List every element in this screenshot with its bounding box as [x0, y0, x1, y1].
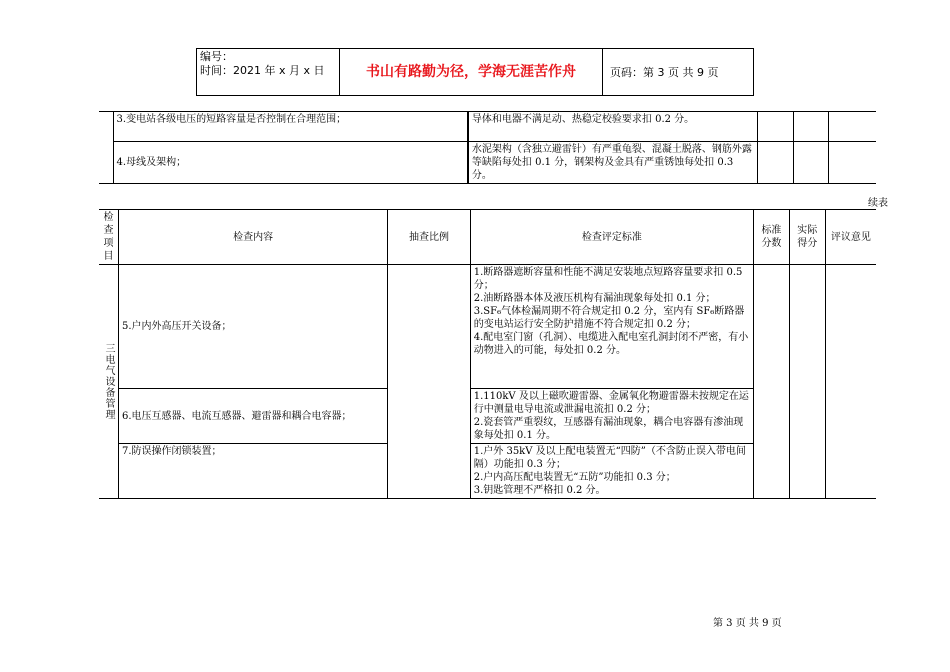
- criteria-line: 3.钥匙管理不严格扣 0.2 分。: [473, 485, 606, 496]
- time-label: 时间：2021 年 x 月 x 日: [200, 64, 325, 77]
- page-code: 页码：第 3 页 共 9 页: [610, 66, 719, 79]
- content-cell: 4.母线及架构；: [113, 142, 467, 184]
- content-cell: 7.防误操作闭锁装置；: [119, 444, 388, 499]
- criteria-cell: [470, 389, 753, 444]
- header-ratio: 抽查比例: [388, 210, 471, 265]
- header-divider: [602, 48, 603, 96]
- criteria-line: 2.户内高压配电装置无“五防”功能扣 0.3 分；: [473, 472, 676, 483]
- header-content: 检查内容: [119, 210, 388, 265]
- header-comment: 评议意见: [825, 210, 876, 265]
- criteria-cell: 导体和电器不满足动、热稳定校验要求扣 0.2 分。: [468, 112, 757, 142]
- motto: 书山有路勤为径，学海无涯苦作舟: [366, 64, 576, 80]
- page-footer: 第 3 页 共 9 页: [713, 618, 782, 629]
- criteria-cell: [470, 265, 753, 389]
- section-label: 三电气设备管理: [99, 265, 119, 499]
- criteria-line: 2.油断路器本体及液压机构有漏油现象每处扣 0.1 分；: [473, 293, 716, 304]
- criteria-line: 4.配电室门窗（孔洞）、电缆进入配电室孔洞封闭不严密，有小动物进入的可能，每处扣 0.2 分。: [473, 332, 749, 356]
- header-row: [99, 210, 876, 265]
- criteria-line: 1.110kV 及以上磁吹避雷器、金属氧化物避雷器未按规定在运行中测量电导电流或泄漏电流扣 0.2 分；: [473, 391, 749, 415]
- main-table: [99, 209, 876, 499]
- header-actual: 实际得分: [789, 210, 825, 265]
- table-row: [99, 265, 876, 389]
- header-item: 检查项目: [99, 210, 119, 265]
- table-row: [99, 142, 876, 184]
- criteria-line: 2.瓷套管严重裂纹，互感器有漏油现象，耦合电容器有渗油现象每处扣 0.1 分。: [473, 417, 744, 441]
- criteria-line: 1.户外 35kV 及以上配电装置无“四防”（不含防止误入带电间隔）功能扣 0.3 分；: [473, 446, 746, 470]
- ratio-cell: [388, 265, 471, 499]
- item-cell: [99, 112, 113, 184]
- criteria-line: 1.断路器遮断容量和性能不满足安装地点短路容量要求扣 0.5 分；: [473, 267, 743, 291]
- continued-label: 续表: [868, 198, 888, 209]
- header-criteria: 检查评定标准: [470, 210, 753, 265]
- content-cell: 5.户内外高压开关设备；: [119, 265, 388, 389]
- header-meta: [200, 50, 325, 78]
- header-standard: 标准分数: [754, 210, 790, 265]
- top-table: [99, 111, 876, 184]
- content-cell: 6.电压互感器、电流互感器、避雷器和耦合电容器；: [119, 389, 388, 444]
- criteria-cell: 水泥架构（含独立避雷针）有严重龟裂、混凝土脱落、钢筋外露等缺陷每处扣 0.1 分，钢架构及金具有严重锈蚀每处扣 0.3 分。: [468, 142, 757, 184]
- number-label: 编号：: [200, 50, 233, 63]
- content-cell: 3.变电站各级电压的短路容量是否控制在合理范围；: [113, 112, 467, 142]
- criteria-cell: [470, 444, 753, 499]
- criteria-line: 3.SF₆气体检漏周期不符合规定扣 0.2 分，室内有 SF₆断路器的变电站运行安全防护措施不符合规定扣 0.2 分；: [473, 306, 745, 330]
- table-row: [99, 112, 876, 142]
